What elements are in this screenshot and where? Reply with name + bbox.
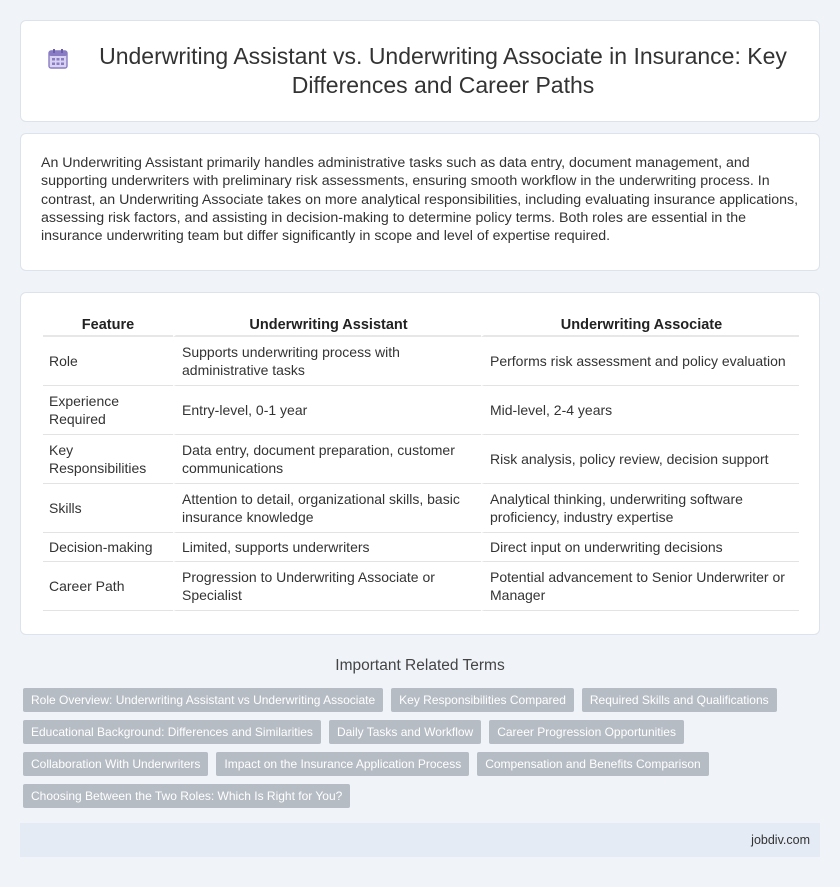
related-terms-heading: Important Related Terms <box>335 657 505 674</box>
table-row <box>43 386 799 435</box>
footer <box>20 823 820 857</box>
feature-cell: Decision-making <box>43 533 173 562</box>
intro-paragraph: An Underwriting Assistant primarily handles administrative tasks such as data entry, document management, and supporting underwriters with preliminary risk assessments, ensuring smooth workflow in the underwriting process. In contrast, an Underwriting Associate takes on more analytical responsibilities, including evaluating insurance applications, assessing risk factors, and assisting in decision-making to determine policy terms. Both roles are essential in the insurance underwriting team but differ significantly in scope and level of expertise required. <box>41 155 799 245</box>
comparison-card <box>20 292 820 635</box>
calendar-grid-icon <box>47 48 69 70</box>
related-term-tag[interactable]: Educational Background: Differences and Similarities <box>23 720 321 744</box>
related-term-tag[interactable]: Impact on the Insurance Application Process <box>216 752 469 776</box>
associate-cell: Risk analysis, policy review, decision support <box>481 435 799 484</box>
related-term-tag[interactable]: Choosing Between the Two Roles: Which Is Right for You? <box>23 784 350 808</box>
assistant-cell: Entry-level, 0-1 year <box>173 386 481 435</box>
related-term-tag[interactable]: Key Responsibilities Compared <box>391 688 574 712</box>
related-term-tag[interactable]: Compensation and Benefits Comparison <box>477 752 708 776</box>
assistant-cell: Data entry, document preparation, customer communications <box>173 435 481 484</box>
associate-cell: Potential advancement to Senior Underwriter or Manager <box>481 562 799 611</box>
assistant-cell: Limited, supports underwriters <box>173 533 481 562</box>
feature-cell: Skills <box>43 484 173 533</box>
table-row <box>43 484 799 533</box>
assistant-cell: Supports underwriting process with administrative tasks <box>173 337 481 386</box>
comparison-table <box>43 313 799 611</box>
header-feature: Feature <box>43 313 173 337</box>
header-assistant: Underwriting Assistant <box>173 313 481 337</box>
associate-cell: Mid-level, 2-4 years <box>481 386 799 435</box>
assistant-cell: Attention to detail, organizational skills, basic insurance knowledge <box>173 484 481 533</box>
title-card <box>20 20 820 122</box>
header-associate: Underwriting Associate <box>481 313 799 337</box>
intro-card <box>20 133 820 271</box>
associate-cell: Direct input on underwriting decisions <box>481 533 799 562</box>
feature-cell: Role <box>43 337 173 386</box>
page-title: Underwriting Assistant vs. Underwriting Associate in Insurance: Key Differences and Career Paths <box>99 43 787 98</box>
related-term-tag[interactable]: Collaboration With Underwriters <box>23 752 208 776</box>
footer-site-link[interactable]: jobdiv.com <box>751 833 810 847</box>
assistant-cell: Progression to Underwriting Associate or Specialist <box>173 562 481 611</box>
feature-cell: Career Path <box>43 562 173 611</box>
table-row <box>43 533 799 562</box>
related-term-tag[interactable]: Career Progression Opportunities <box>489 720 684 744</box>
table-row <box>43 562 799 611</box>
related-term-tag[interactable]: Role Overview: Underwriting Assistant vs Underwriting Associate <box>23 688 383 712</box>
related-term-tag[interactable]: Daily Tasks and Workflow <box>329 720 481 744</box>
related-terms-list <box>23 688 823 816</box>
associate-cell: Analytical thinking, underwriting software proficiency, industry expertise <box>481 484 799 533</box>
related-term-tag[interactable]: Required Skills and Qualifications <box>582 688 777 712</box>
feature-cell: Experience Required <box>43 386 173 435</box>
table-header-row <box>43 313 799 337</box>
table-row <box>43 435 799 484</box>
feature-cell: Key Responsibilities <box>43 435 173 484</box>
associate-cell: Performs risk assessment and policy evaluation <box>481 337 799 386</box>
table-row <box>43 337 799 386</box>
